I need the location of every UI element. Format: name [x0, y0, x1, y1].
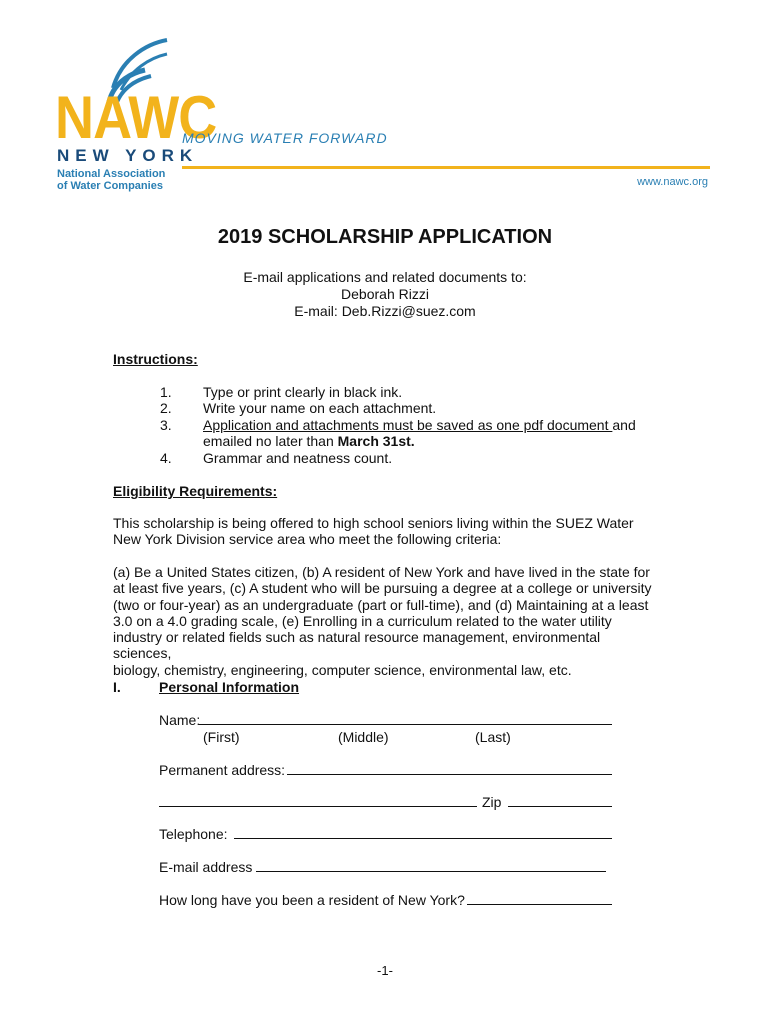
contact-name: Deborah Rizzi: [341, 286, 429, 302]
criteria-line: (two or four-year) as an undergraduate (part or full-time), and (d) Maintaining at a least: [113, 596, 649, 613]
eligibility-intro-line1: This scholarship is being offered to high school seniors living within the SUEZ Water: [113, 515, 634, 531]
header-rule: [182, 166, 710, 169]
logo-wordmark: NAWC: [55, 84, 217, 151]
instruction-num-2: 2.: [160, 400, 172, 416]
eligibility-heading: Eligibility Requirements:: [113, 483, 278, 499]
address-label: Permanent address:: [159, 762, 286, 778]
website-link[interactable]: www.nawc.org: [637, 176, 708, 188]
residency-field[interactable]: [467, 892, 612, 905]
email-field[interactable]: [256, 859, 606, 872]
instruction-3-underlined: Application and attachments must be saved as one pdf document: [203, 417, 613, 433]
eligibility-intro: [113, 515, 658, 548]
criteria-line: at least five years, (c) A student who will be pursuing a degree at a college or university: [113, 580, 652, 597]
tagline: MOVING WATER FORWARD: [182, 130, 388, 146]
eligibility-criteria: [113, 564, 658, 678]
deadline-date: March 31st.: [337, 433, 415, 449]
residency-label: How long have you been a resident of New York?: [159, 892, 465, 908]
name-middle-caption: (Middle): [338, 729, 389, 745]
page-number: -1-: [377, 963, 393, 978]
section-numeral: I.: [113, 679, 121, 695]
instruction-num-3: 3.: [160, 417, 172, 433]
eligibility-intro-line2: New York Division service area who meet the following criteria:: [113, 531, 502, 548]
name-first-caption: (First): [203, 729, 240, 745]
logo-org-line2: of Water Companies: [57, 180, 163, 192]
instruction-num-4: 4.: [160, 450, 172, 466]
page-title: 2019 SCHOLARSHIP APPLICATION: [217, 226, 553, 248]
zip-field[interactable]: [508, 794, 612, 807]
logo-organization: [57, 168, 165, 192]
contact-line1: E-mail applications and related documents to:: [243, 269, 527, 285]
name-field[interactable]: [199, 712, 612, 725]
instruction-item-4: Grammar and neatness count.: [203, 450, 393, 466]
name-last-caption: (Last): [475, 729, 511, 745]
logo-org-line1: National Association: [57, 168, 166, 180]
instruction-num-1: 1.: [160, 384, 172, 400]
address-line2-field[interactable]: [159, 794, 477, 807]
section-heading: Personal Information: [159, 679, 300, 695]
criteria-line: biology, chemistry, engineering, computer science, environmental law, etc.: [113, 661, 572, 678]
instruction-item-2: Write your name on each attachment.: [203, 400, 437, 416]
telephone-field[interactable]: [234, 826, 612, 839]
instruction-item-3-line2: [203, 433, 415, 449]
criteria-line: industry or related fields such as natural resource management, environmental sciences,: [113, 629, 601, 662]
instruction-3-rest: and: [612, 417, 636, 433]
instruction-item-3: [203, 417, 636, 433]
contact-email: E-mail: Deb.Rizzi@suez.com: [294, 303, 476, 319]
instruction-item-1: Type or print clearly in black ink.: [203, 384, 403, 400]
instructions-heading: Instructions:: [113, 351, 198, 367]
address-field[interactable]: [287, 762, 612, 775]
criteria-line: (a) Be a United States citizen, (b) A resident of New York and have lived in the state for: [113, 564, 650, 580]
instruction-3-line2-plain: emailed no later than: [203, 433, 338, 449]
email-label: E-mail address: [159, 859, 253, 875]
logo-state: NEW YORK: [57, 146, 199, 165]
zip-label: Zip: [482, 794, 502, 810]
name-label: Name:: [159, 712, 201, 728]
telephone-label: Telephone:: [159, 826, 228, 842]
criteria-line: 3.0 on a 4.0 grading scale, (e) Enrolling in a curriculum related to the water utility: [113, 612, 612, 629]
